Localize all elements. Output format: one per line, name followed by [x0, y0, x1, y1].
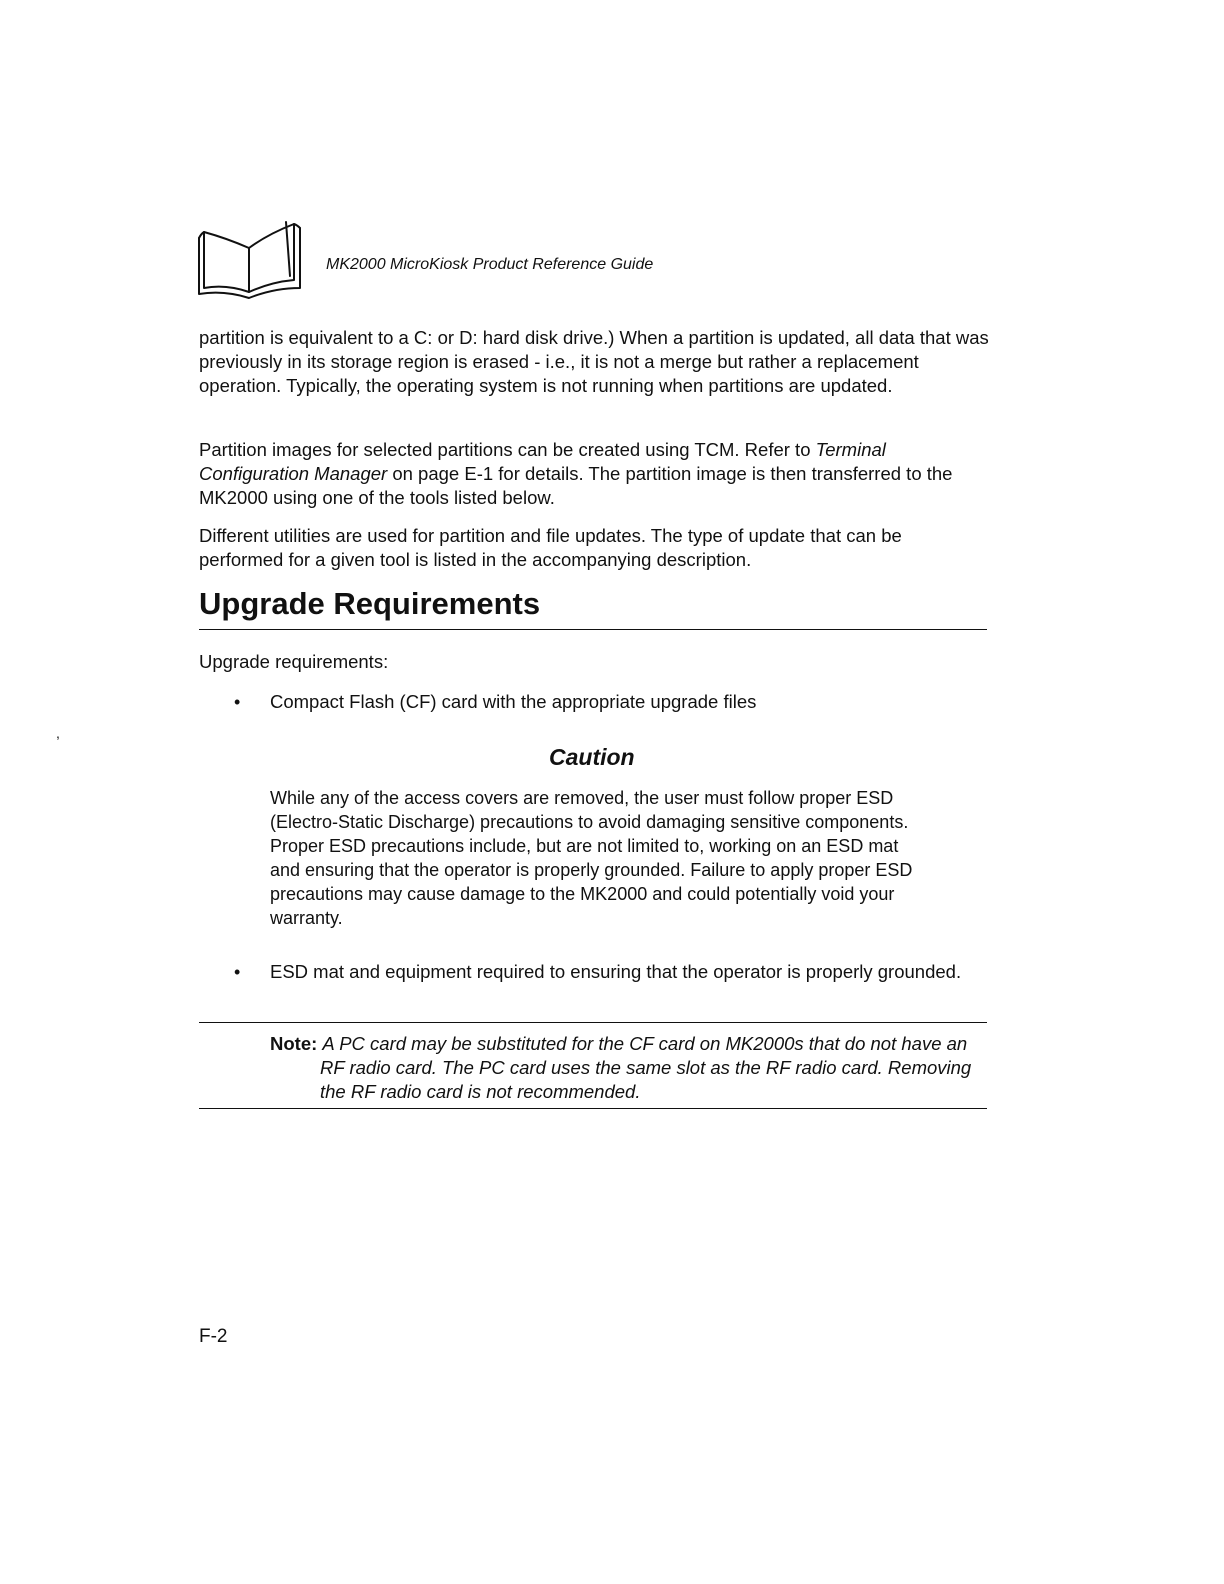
caution-heading: Caution	[549, 744, 635, 770]
page-header	[196, 218, 796, 300]
running-header-title: MK2000 MicroKiosk Product Reference Guide	[326, 256, 654, 273]
section-heading: Upgrade Requirements	[199, 586, 541, 621]
note-block	[270, 1032, 980, 1104]
list-item: Compact Flash (CF) card with the appropriate upgrade files	[270, 691, 757, 712]
bullet-icon: •	[234, 962, 241, 982]
open-book-icon	[196, 218, 302, 300]
bullet-icon: •	[234, 692, 241, 712]
note-bottom-rule	[199, 1108, 987, 1109]
caution-text: While any of the access covers are removed, the user must follow proper ESD (Electro-Static Discharge) precautions to avoid damaging sensitive components. Proper ESD precautions include, but are not limited to, working on an ESD mat and ensuring that the operator is properly grounded. Failure to apply proper ESD precautions may cause damage to the MK2000 and could potentially void your warranty.	[270, 788, 913, 928]
paragraph-utilities: Different utilities are used for partition and file updates. The type of update that can be performed for a given tool is listed in the accompanying description.	[199, 525, 902, 570]
heading-rule	[199, 629, 987, 630]
scan-mark: ,	[56, 725, 60, 741]
note-label: Note:	[270, 1033, 318, 1054]
note-top-rule	[199, 1022, 987, 1023]
paragraph-partition-update: partition is equivalent to a C: or D: hard disk drive.) When a partition is updated, all data that was previously in its storage region is erased - i.e., it is not a merge but rather a replacement operation. Typically, the operating system is not running when partitions are updated.	[199, 327, 989, 396]
page-number: F-2	[199, 1326, 228, 1347]
paragraph-partition-images	[199, 438, 989, 510]
cross-reference-link[interactable]: Terminal Configuration Manager	[199, 439, 886, 484]
paragraph-text: Partition images for selected partitions can be created using TCM. Refer to	[199, 439, 816, 460]
note-text: A PC card may be substituted for the CF card on MK2000s that do not have an RF radio card. The PC card uses the same slot as the RF radio card. Removing the RF radio card is not recommended.	[320, 1033, 972, 1102]
section-intro: Upgrade requirements:	[199, 651, 389, 672]
list-item: ESD mat and equipment required to ensuring that the operator is properly grounded.	[270, 961, 962, 982]
paragraph-text: on page E-1 for details. The partition image is then transferred to the MK2000 using one of the tools listed below.	[199, 463, 953, 508]
